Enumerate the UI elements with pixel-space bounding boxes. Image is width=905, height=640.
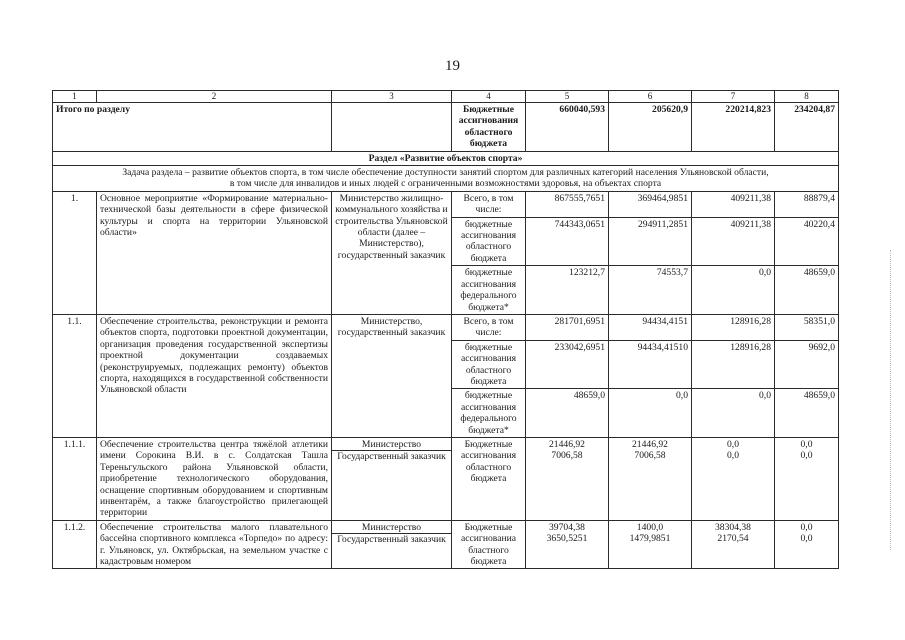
value-col6 [609,437,692,520]
table-row [53,314,839,340]
funding-source: Всего, в том числе: [452,314,526,340]
value-line: 1400,0 [636,521,664,533]
page-number: 19 [445,58,460,74]
value-col7: 128916,28 [692,314,775,340]
total-value-col6: 205620,9 [609,103,692,152]
funding-source: бюджетные ассигнования федерального бюджета* [452,389,526,438]
value-line: 21446,92 [549,438,585,450]
executor: Министерство, государственный заказчик [332,314,452,437]
value-col5 [526,437,609,520]
section-title-row [53,151,839,165]
value-col8 [775,520,839,569]
section-task [53,166,839,192]
value-line: 1479,9851 [629,533,671,545]
total-value-col7: 220214,823 [692,103,775,152]
value-line: 39704,38 [549,521,585,533]
table-row [53,191,839,217]
section-title: Раздел «Развитие объектов спорта» [53,151,839,165]
value-col6: 74553,7 [609,266,692,315]
value-col5: 48659,0 [526,389,609,438]
value-col8: 48659,0 [775,389,839,438]
value-line: 38304,38 [715,521,751,533]
executor-line: Министерство [361,521,422,533]
value-line: 21446,92 [632,438,668,450]
scan-artifact [890,250,893,550]
value-col6: 94434,4151 [609,314,692,340]
value-line: 7006,58 [634,450,666,462]
value-col8: 40220,4 [775,217,839,266]
funding-source: Всего, в том числе: [452,191,526,217]
total-source: Бюджетные ассигнования областного бюджета [452,103,526,152]
column-number-row [53,91,839,103]
value-col6 [609,520,692,569]
row-number: 1. [53,191,97,314]
value-col6: 369464,9851 [609,191,692,217]
value-line: 0,0 [800,521,813,533]
value-line: 2170,54 [717,533,749,545]
activity-name: Обеспечение строительства, реконструкции и ремонта объектов спорта, подготовки проектной документации, организация проведения государственной экспертизы проектной документации создаваемых (реконструируемых, подлежащих ремонту) объектов спорта, находящихся в государственной собственности Ульяновской области [97,314,332,437]
value-line: 0,0 [727,450,739,462]
column-number: 7 [692,91,775,103]
column-number: 3 [332,91,452,103]
value-line: 0,0 [800,533,813,545]
executor-line: Министерство [361,438,422,450]
executor-line: Государственный заказчик [332,450,451,462]
value-col7: 128916,28 [692,340,775,389]
value-col6: 0,0 [609,389,692,438]
value-col8: 58351,0 [775,314,839,340]
value-col5: 123212,7 [526,266,609,315]
funding-source: бюджетные ассигнования федерального бюджета* [452,266,526,315]
section-total-row [53,103,839,152]
value-col8: 88879,4 [775,191,839,217]
activity-name: Обеспечение строительства центра тяжёлой атлетики имени Сорокина В.И. в с. Солдатская Ташла Тереньгульского района Ульяновской области, приобретение технологического оборудования, оснащение спортивным оборудованием и спортивным инвентарём, а также благоустройство прилегающей территории [97,437,332,520]
row-number: 1.1. [53,314,97,437]
total-executor-cell [332,103,452,152]
funding-source: бюджетные ассигнования областного бюджета [452,340,526,389]
value-col7 [692,437,775,520]
funding-source: Бюджетные ассигнованиа бластного бюджета [452,520,526,569]
total-label: Итого по разделу [53,103,332,152]
column-number: 6 [609,91,692,103]
executor-line: Государственный заказчик [332,533,451,545]
value-col7: 409211,38 [692,217,775,266]
value-line: 0,0 [800,450,813,462]
column-number: 4 [452,91,526,103]
value-line: 3650,5251 [546,533,588,545]
value-col5: 744343,0651 [526,217,609,266]
executor [332,520,452,569]
table-row [53,437,839,520]
column-number: 2 [97,91,332,103]
section-task-row [53,166,839,192]
value-col7: 409211,38 [692,191,775,217]
executor: Министерство жилищно-коммунального хозяйства и строительства Ульяновской области (далее – Министерство), государственный заказчик [332,191,452,314]
funding-source: Бюджетные ассигнования областного бюджета [452,437,526,520]
activity-name: Обеспечение строительства малого плавательного бассейна спортивного комплекса «Торпедо» по адресу: г. Ульяновск, ул. Октябрьская, на земельном участке с кадастровым номером [97,520,332,569]
executor [332,437,452,520]
total-value-col8: 234204,87 [775,103,839,152]
value-col6: 94434,41510 [609,340,692,389]
column-number: 8 [775,91,839,103]
value-col8: 9692,0 [775,340,839,389]
row-number: 1.1.2. [53,520,97,569]
column-number: 5 [526,91,609,103]
section-task-line: Задача раздела – развитие объектов спорта, в том числе обеспечение доступности занятий спортом для различных категорий населения Ульяновской области, [122,167,769,179]
value-line: 0,0 [800,438,813,450]
value-line: 0,0 [727,438,739,450]
budget-table [52,90,839,569]
row-number: 1.1.1. [53,437,97,520]
table-row [53,520,839,569]
value-col5: 867555,7651 [526,191,609,217]
value-col8 [775,437,839,520]
value-col7 [692,520,775,569]
value-col8: 48659,0 [775,266,839,315]
value-col5: 233042,6951 [526,340,609,389]
value-col7: 0,0 [692,266,775,315]
section-task-line: в том числе для инвалидов и иных людей с ограниченными возможностями здоровья, на объектах спорта [229,178,662,190]
activity-name: Основное мероприятие «Формирование материально-технической базы деятельности в сфере физической культуры и спорта на территории Ульяновской области» [97,191,332,314]
value-col7: 0,0 [692,389,775,438]
value-col6: 294911,2851 [609,217,692,266]
value-col5: 281701,6951 [526,314,609,340]
column-number: 1 [53,91,97,103]
value-col5 [526,520,609,569]
value-line: 7006,58 [551,450,583,462]
funding-source: бюджетные ассигнования областного бюджета [452,217,526,266]
total-value-col5: 660040,593 [526,103,609,152]
